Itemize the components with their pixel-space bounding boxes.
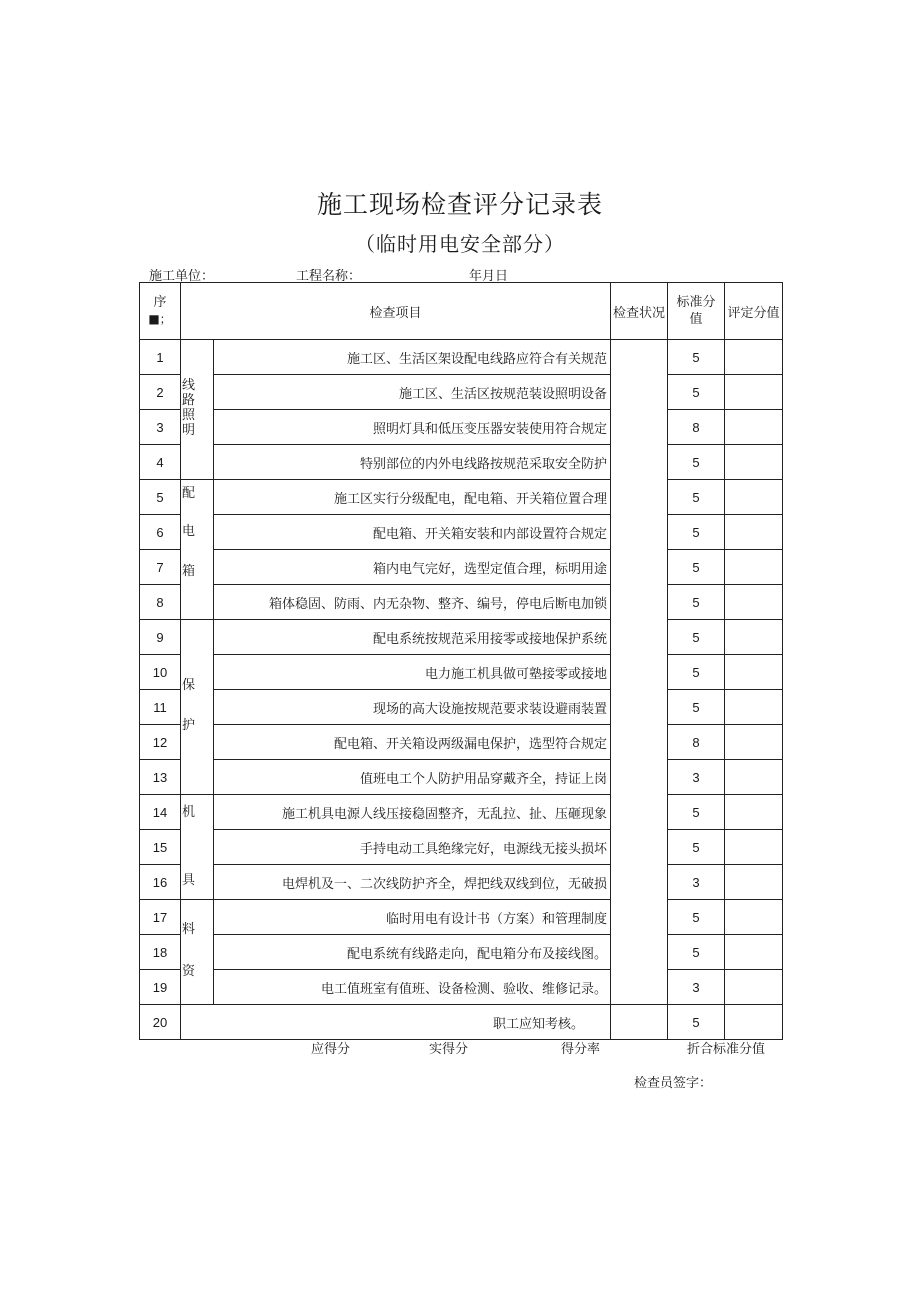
header-standard-line1: 标准分	[676, 295, 716, 310]
row-no: 17	[140, 900, 181, 935]
row-no: 12	[140, 725, 181, 760]
row-score-cell[interactable]	[725, 725, 783, 760]
row-standard: 3	[668, 760, 725, 795]
row-standard: 5	[668, 585, 725, 620]
row-item: 电工值班室有值班、设备检测、验收、维修记录。	[214, 970, 611, 1005]
construction-unit-label: 施工单位：	[149, 269, 215, 284]
table-row	[140, 480, 783, 515]
score-rate-label: 得分率	[561, 1042, 601, 1057]
row-no: 2	[140, 375, 181, 410]
row-score-cell[interactable]	[725, 900, 783, 935]
table-row	[140, 865, 783, 900]
row-score-cell[interactable]	[725, 620, 783, 655]
category-documents	[181, 900, 214, 1005]
row-standard: 5	[668, 690, 725, 725]
row-standard: 5	[668, 655, 725, 690]
row-standard: 5	[668, 375, 725, 410]
row-item: 配电箱、开关箱设两级漏电保护，选型符合规定	[214, 725, 611, 760]
table-row	[140, 410, 783, 445]
row-standard: 5	[668, 515, 725, 550]
row-no: 6	[140, 515, 181, 550]
actual-score-label: 实得分	[429, 1042, 469, 1057]
category-protection	[181, 620, 214, 795]
row-item: 施工区、生活区架设配电线路应符合有关规范	[214, 340, 611, 375]
status-column-cell[interactable]	[611, 340, 668, 1005]
row-no: 3	[140, 410, 181, 445]
project-name-label: 工程名称：	[296, 269, 362, 284]
row-score-cell[interactable]	[725, 1005, 783, 1040]
table-row	[140, 515, 783, 550]
row-item: 现场的高大设施按规范要求装设避雨装置	[214, 690, 611, 725]
table-row	[140, 550, 783, 585]
row-score-cell[interactable]	[725, 655, 783, 690]
category-distribution-box	[181, 480, 214, 620]
row-score-cell[interactable]	[725, 410, 783, 445]
row-standard: 5	[668, 935, 725, 970]
should-score-label: 应得分	[311, 1042, 351, 1057]
row-item: 电焊机及一、二次线防护齐全，焊把线双线到位，无破损	[214, 865, 611, 900]
category-char: 护	[182, 718, 196, 733]
category-char: 电	[182, 524, 196, 539]
row-item: 配电系统按规范采用接零或接地保护系统	[214, 620, 611, 655]
category-char: 照	[182, 408, 196, 423]
page-subtitle: （临时用电安全部分）	[355, 232, 565, 256]
row-no: 1	[140, 340, 181, 375]
row-no: 19	[140, 970, 181, 1005]
row-score-cell[interactable]	[725, 375, 783, 410]
header-no	[140, 283, 181, 340]
table-row	[140, 900, 783, 935]
row-standard: 8	[668, 410, 725, 445]
row-item: 配电箱、开关箱安装和内部设置符合规定	[214, 515, 611, 550]
category-char: 线	[182, 378, 196, 393]
row-standard: 3	[668, 970, 725, 1005]
row-item: 配电系统有线路走向，配电箱分布及接线图。	[214, 935, 611, 970]
category-char: 路	[182, 393, 196, 408]
row-score-cell[interactable]	[725, 690, 783, 725]
table-header-row	[140, 283, 783, 340]
row-no: 11	[140, 690, 181, 725]
row-standard: 5	[668, 795, 725, 830]
row-item: 职工应知考核。	[181, 1005, 611, 1040]
row-no: 5	[140, 480, 181, 515]
converted-score-label: 折合标准分值	[687, 1042, 766, 1057]
row-item: 照明灯具和低压变压器安装使用符合规定	[214, 410, 611, 445]
row-score-cell[interactable]	[725, 760, 783, 795]
category-char: 明	[182, 423, 196, 438]
row-standard: 5	[668, 900, 725, 935]
page-title: 施工现场检查评分记录表	[316, 190, 603, 219]
row-score-cell[interactable]	[725, 935, 783, 970]
table-row	[140, 935, 783, 970]
header-item: 检查项目	[181, 283, 611, 340]
header-score: 评定分值	[725, 283, 783, 340]
row-no: 4	[140, 445, 181, 480]
category-lighting	[181, 340, 214, 480]
header-standard	[668, 283, 725, 340]
row-standard: 5	[668, 620, 725, 655]
row-no: 15	[140, 830, 181, 865]
row-score-cell[interactable]	[725, 865, 783, 900]
row-no: 20	[140, 1005, 181, 1040]
table-row	[140, 795, 783, 830]
table-row	[140, 725, 783, 760]
table-row	[140, 375, 783, 410]
row-score-cell[interactable]	[725, 340, 783, 375]
row-standard: 8	[668, 725, 725, 760]
category-char: 保	[182, 678, 196, 693]
table-row	[140, 340, 783, 375]
row-item: 手持电动工具绝缘完好，电源线无接头损坏	[214, 830, 611, 865]
row-no: 14	[140, 795, 181, 830]
category-char: 配	[182, 486, 196, 501]
table-row	[140, 1005, 783, 1040]
inspection-score-table	[139, 282, 783, 1040]
row-standard: 5	[668, 445, 725, 480]
row-item: 临时用电有设计书（方案）和管理制度	[214, 900, 611, 935]
category-char: 料	[182, 922, 196, 937]
inspector-signature-label: 检查员签字：	[634, 1076, 713, 1091]
row-standard: 5	[668, 480, 725, 515]
row-no: 18	[140, 935, 181, 970]
table-row	[140, 760, 783, 795]
row-standard: 5	[668, 830, 725, 865]
row-no: 7	[140, 550, 181, 585]
row-no: 9	[140, 620, 181, 655]
table-row	[140, 620, 783, 655]
row-item: 值班电工个人防护用品穿戴齐全，持证上岗	[214, 760, 611, 795]
row-item: 特别部位的内外电线路按规范采取安全防护	[214, 445, 611, 480]
row-item: 施工区、生活区按规范装设照明设备	[214, 375, 611, 410]
row-item: 施工机具电源人线压接稳固整齐，无乱拉、扯、压砸现象	[214, 795, 611, 830]
header-no-line2: ■；	[148, 312, 172, 326]
status-cell[interactable]	[611, 1005, 668, 1040]
category-char: 箱	[182, 564, 196, 579]
table-row	[140, 830, 783, 865]
date-label: 年月日	[469, 269, 509, 284]
category-machinery	[181, 795, 214, 900]
row-no: 8	[140, 585, 181, 620]
header-standard-line2: 值	[689, 312, 703, 327]
row-score-cell[interactable]	[725, 550, 783, 585]
row-standard: 5	[668, 340, 725, 375]
row-score-cell[interactable]	[725, 830, 783, 865]
row-item: 电力施工机具做可塾接零或接地	[214, 655, 611, 690]
row-score-cell[interactable]	[725, 795, 783, 830]
row-score-cell[interactable]	[725, 970, 783, 1005]
category-char: 机	[182, 805, 196, 820]
row-no: 16	[140, 865, 181, 900]
table-row	[140, 690, 783, 725]
category-char: 具	[182, 873, 196, 888]
row-no: 10	[140, 655, 181, 690]
row-item: 箱体稳固、防雨、内无杂物、整齐、编号，停电后断电加锁	[214, 585, 611, 620]
header-no-line1: 序	[153, 295, 167, 310]
table-row	[140, 970, 783, 1005]
row-score-cell[interactable]	[725, 585, 783, 620]
row-item: 施工区实行分级配电，配电箱、开关箱位置合理	[214, 480, 611, 515]
row-standard: 3	[668, 865, 725, 900]
header-status: 检查状况	[611, 283, 668, 340]
row-standard: 5	[668, 1005, 725, 1040]
table-row	[140, 585, 783, 620]
category-char: 资	[182, 964, 196, 979]
row-score-cell[interactable]	[725, 445, 783, 480]
row-no: 13	[140, 760, 181, 795]
row-item: 箱内电气完好，选型定值合理，标明用途	[214, 550, 611, 585]
row-score-cell[interactable]	[725, 480, 783, 515]
table-row	[140, 655, 783, 690]
table-row	[140, 445, 783, 480]
row-score-cell[interactable]	[725, 515, 783, 550]
row-standard: 5	[668, 550, 725, 585]
